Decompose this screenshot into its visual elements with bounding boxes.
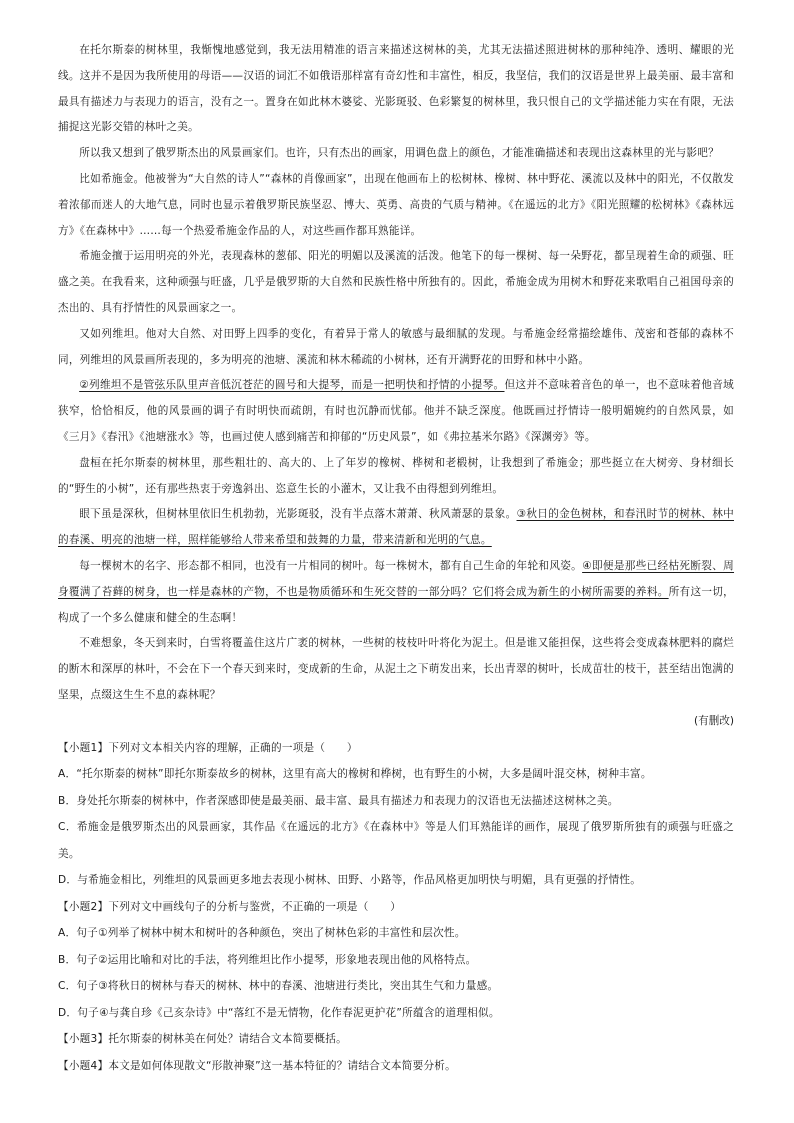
paragraph-10: 不难想象，冬天到来时，白雪将覆盖住这片广袤的树林，一些树的枝枝叶叶将化为泥土。但是谁又能担保，这些将会变成森林肥料的腐烂的断木和深厚的林叶，不会在下一个春天到来时，变成新的生命，从泥土之下萌发出来，长出青翠的树叶，长成苗壮的枝干，甚至结出饱满的坚果，点缀这生生不息的森林呢？ — [58, 637, 734, 701]
paragraph-2: 所以我又想到了俄罗斯杰出的风景画家们。也许，只有杰出的画家，用调色盘上的颜色，才能准确描述和表现出这森林里的光与影吧？ — [79, 147, 719, 160]
paragraph-8 — [58, 502, 734, 554]
paragraph-9 — [58, 554, 734, 631]
paragraph-3: 比如希施金。他被誉为“大自然的诗人”“森林的肖像画家”，出现在他画布上的松树林、橡树、林中野花、溪流以及林中的阳光，不仅散发着浓郁而迷人的大地气息，同时也显示着俄罗斯民族坚忍、博大、英勇、高贵的气质与精神。《在遥远的北方》《阳光照耀的松树林》《森林远方》《在森林中》……每一个热爱希施金作品的人，对这些画作都耳熟能详。 — [58, 172, 734, 237]
paragraph-7: 盘桓在托尔斯泰的树林里，那些粗壮的、高大的、上了年岁的橡树、桦树和老椴树，让我想到了希施金；那些挺立在大树旁、身材细长的“野生的小树”，还有那些热衷于旁逸斜出、恣意生长的小灌木，又让我不由得想到列维坦。 — [58, 456, 734, 495]
paragraph-6 — [58, 373, 734, 450]
question-2-option-b: B．句子②运用比喻和对比的手法，将列维坦比作小提琴，形象地表现出他的风格特点。 — [58, 953, 477, 966]
question-2-option-c: C．句子③将秋日的树林与春天的树林、林中的春溪、池塘进行类比，突出其生气和力量感。 — [58, 980, 499, 993]
question-1-option-a: A．“托尔斯泰的树林”即托尔斯泰故乡的树林，这里有高大的橡树和桦树，也有野生的小树，大多是阔叶混交林，树种丰富。 — [58, 768, 652, 781]
question-1-stem: 【小题1】下列对文本相关内容的理解，正确的一项是（ ） — [58, 741, 358, 754]
paragraph-9-text-b: 所有这一切，构成了一个多么健康和健全的生态啊！ — [58, 585, 735, 624]
paragraph-8-text: 眼下虽是深秋，但树林里依旧生机勃勃，光影斑驳，没有半点落木萧萧、秋风萧瑟的景象。 — [79, 508, 517, 521]
paragraph-1: 在托尔斯泰的树林里，我惭愧地感觉到，我无法用精准的语言来描述这树林的美，尤其无法描述照进树林的那种纯净、透明、耀眼的光线。这并不是因为我所使用的母语——汉语的词汇不如俄语那样富有奇幻性和丰富性，相反，我坚信，我们的汉语是世界上最美丽、最丰富和最具有描述力与表现力的语言，没有之一。置身在如此林木婆娑、光影斑驳、色彩繁复的树林里，我只恨自己的文学描述能力实在有限，无法捕捉这光影交错的林叶之美。 — [58, 44, 734, 134]
question-2-stem: 【小题2】下列对文中画线句子的分析与鉴赏，不正确的一项是（ ） — [58, 900, 402, 913]
paragraph-6-text: 但这并不意味着音色的单一，也不意味着他音域狭窄，恰恰相反，他的风景画的调子有时明快而疏朗，有时也沉静而忧郁。他并不缺乏深度。他既画过抒情诗一般明媚婉约的自然风景，如《三月》《春汛》《池塘涨水》等，也画过使人感到痛苦和抑郁的“历史风景”，如《弗拉基米尔路》《深渊旁》等。 — [58, 379, 735, 443]
paragraph-5: 又如列维坦。他对大自然、对田野上四季的变化，有着异于常人的敏感与最细腻的发现。与希施金经常描绘雄伟、茂密和苍郁的森林不同，列维坦的风景画所表现的，多为明亮的池塘、溪流和林木稀疏的小树林，还有开满野花的田野和林中小路。 — [58, 327, 734, 366]
question-3: 【小题3】托尔斯泰的树林美在何处？请结合文本简要概括。 — [58, 1033, 347, 1046]
underlined-sentence-2: ②列维坦不是管弦乐队里声音低沉苍茫的圆号和大提琴，而是一把明快和抒情的小提琴。 — [79, 379, 505, 392]
question-4: 【小题4】本文是如何体现散文“形散神聚”这一基本特征的？请结合文本简要分析。 — [58, 1059, 456, 1072]
question-1-option-b: B．身处托尔斯泰的树林中，作者深感即使是最美丽、最丰富、最具有描述力和表现力的汉语也无法描述这树林之美。 — [58, 794, 619, 807]
question-2-option-a: A．句子①列举了树林中树木和树叶的各种颜色，突出了树林色彩的丰富性和层次性。 — [58, 927, 466, 940]
question-2-option-d: D．句子④与龚自珍《己亥杂诗》中“落红不是无情物，化作春泥更护花”所蕴含的道理相似。 — [58, 1006, 500, 1019]
article — [58, 38, 734, 735]
paragraph-9-text-a: 每一棵树木的名字、形态都不相同，也没有一片相同的树叶。每一株树木，都有自己生命的年轮和风姿。 — [79, 559, 583, 572]
questions-section — [58, 735, 734, 1080]
source-note: (有删改) — [693, 714, 734, 727]
paragraph-4: 希施金擅于运用明亮的外光，表现森林的葱郁、阳光的明媚以及溪流的活泼。他笔下的每一棵树、每一朵野花，都呈现着生命的顽强、旺盛之美。在我看来，这种顽强与旺盛，几乎是俄罗斯的大自然和民族性格中所独有的。因此，希施金成为用树木和野花来歌唱自己祖国母亲的杰出的、具有抒情性的风景画家之一。 — [58, 250, 734, 314]
question-1-option-c: C．希施金是俄罗斯杰出的风景画家，其作品《在遥远的北方》《在森林中》等是人们耳熟能详的画作，展现了俄罗斯所独有的顽强与旺盛之美。 — [58, 821, 734, 860]
underlined-sentence-3: ③秋日的金色树林，和春汛时节的树林、林中的春溪、明亮的池塘一样，照样能够给人带来希望和鼓舞的力量，带来清新和光明的气息。 — [58, 508, 734, 547]
underlined-sentence-4: ④即便是那些已经枯死断裂、周身覆满了苔藓的树身，也一样是森林的产物，不也是物质循环和生死交替的一部分吗？它们将会成为新生的小树所需要的养料。 — [58, 559, 735, 598]
question-1-option-d: D．与希施金相比，列维坦的风景画更多地去表现小树林、田野、小路等，作品风格更加明快与明媚，具有更强的抒情性。 — [58, 874, 642, 887]
